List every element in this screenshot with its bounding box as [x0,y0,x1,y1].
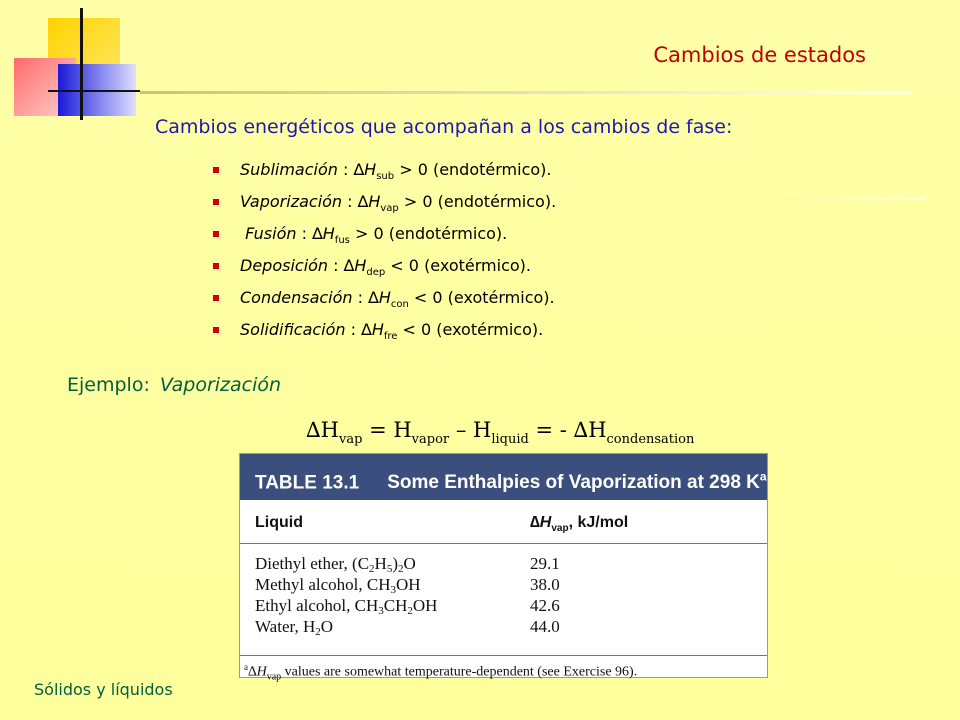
square-bullet-icon [213,295,219,301]
square-bullet-icon [213,263,219,269]
square-bullet-icon [213,167,219,173]
square-bullet-icon [213,327,219,333]
example-topic: Vaporización [159,374,282,396]
term: Vaporización [240,192,343,211]
title-underline [140,91,912,94]
term: Fusión [240,224,297,243]
vaporization-equation: $\Delta H_{vap} = H_{vapor} - H_{liquid}$ = - $\Delta H_{condensation}$ [306,418,695,447]
table-row: Methyl alcohol, $CH_3OH$ 38.0 [255,575,560,596]
enthalpy-table [239,453,768,683]
term: Solidificación [240,320,346,339]
term: Sublimación [240,160,338,179]
table-body [240,544,767,656]
table-number: TABLE 13.1 [255,472,360,494]
list-item: Vaporización : $\Delta H_{vap} > 0$ (endotérmico). [240,189,556,221]
table-row: Diethyl ether, $(C_2H_5)_2O$ 29.1 [255,554,560,575]
decor-horizontal-line [48,90,140,92]
list-item: Condensación : $\Delta H_{con} < 0$ (exotérmico). [240,285,556,317]
term: Condensación [240,288,353,307]
table-row: Ethyl alcohol, $CH_3CH_2OH$ 42.6 [255,596,560,617]
table-footnote: $^a\Delta H_{vap}$ values are somewhat temperature-dependent (see Exercise 96). [244,662,638,683]
table-caption: Some Enthalpies of Vaporization at 298 $K^a$ [387,470,767,494]
table-row: Water, $H_2O$ 44.0 [255,617,560,638]
column-enthalpy: $\Delta H_{vap}$, kJ/mol [530,514,629,534]
slide-title: Cambios de estados [653,43,866,67]
term: Deposición [240,256,329,275]
table-header [240,454,767,500]
footer-label: Sólidos y líquidos [34,680,173,699]
phase-change-list [240,157,556,349]
list-item: Deposición : $\Delta H_{dep} < 0$ (exotérmico). [240,253,556,285]
slide-subtitle: Cambios energéticos que acompañan a los cambios de fase: [155,116,733,138]
decor-vertical-line [80,8,83,120]
example-heading [67,374,281,396]
decor-faint-bar [786,197,926,200]
square-bullet-icon [213,199,219,205]
table-column-headers [240,500,767,544]
list-item: Sublimación : $\Delta H_{sub} > 0$ (endotérmico). [240,157,556,189]
list-item: Fusión : $\Delta H_{fus} > 0$ (endotérmico). [240,221,556,253]
square-bullet-icon [213,231,219,237]
column-liquid: Liquid [255,514,303,531]
example-label: Ejemplo: [67,374,150,396]
list-item: Solidificación : $\Delta H_{fre} < 0$ (exotérmico). [240,317,556,349]
